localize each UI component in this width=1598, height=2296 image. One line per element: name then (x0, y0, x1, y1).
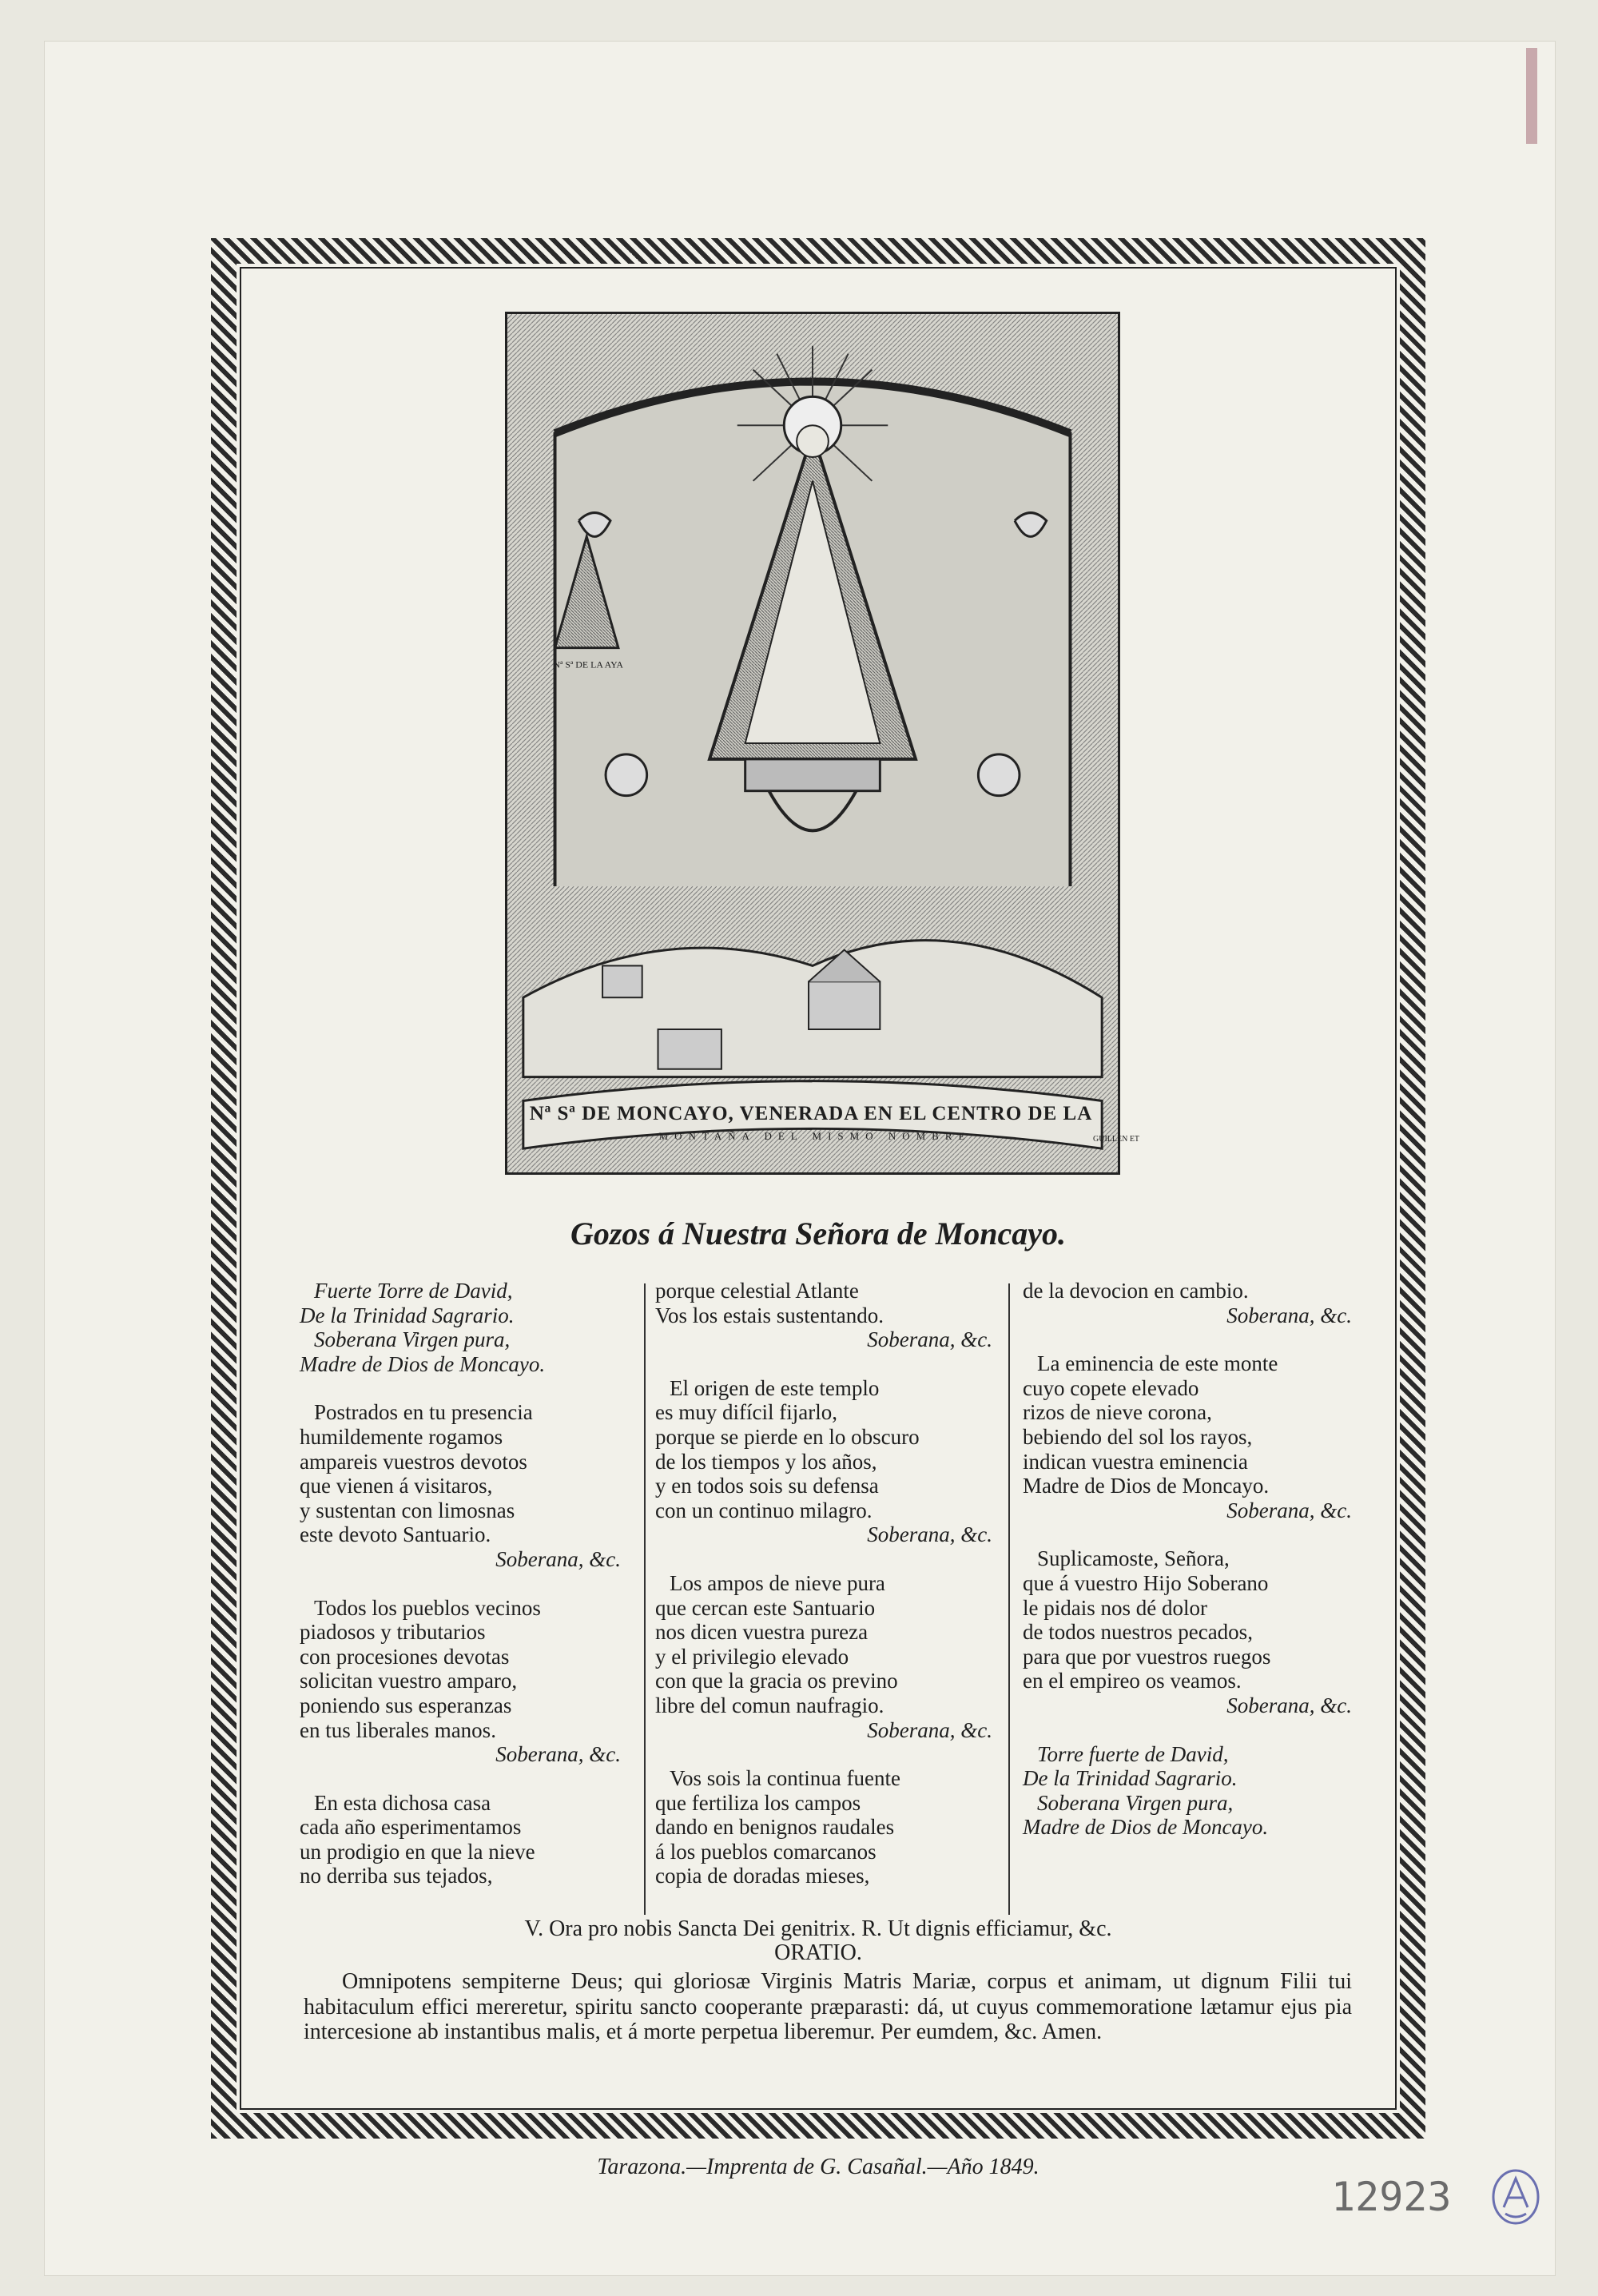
angel-right (978, 754, 1020, 796)
verse-line: y sustentan con limosnas (300, 1498, 515, 1522)
verse-column-1 (300, 1279, 635, 1888)
verse-line: La eminencia de este monte (1037, 1351, 1278, 1376)
verse-line: Soberana, &c. (867, 1522, 992, 1547)
virgin-engraving (505, 312, 1120, 1175)
verse-line: porque se pierde en lo obscuro (655, 1424, 920, 1449)
verse-line: Madre de Dios de Moncayo. (1023, 1474, 1270, 1498)
verse-line: humildemente rogamos (300, 1424, 503, 1449)
verse-line: y en todos sois su defensa (655, 1474, 879, 1498)
verse-line: Soberana Virgen pura, (1037, 1790, 1234, 1815)
verse-line: Los ampos de nieve pura (670, 1570, 885, 1595)
verse-line: bebiendo del sol los rayos, (1023, 1424, 1253, 1449)
versicle: V. Ora pro nobis Sancta Dei genitrix. R. Ut dignis efficiamur, &c. (524, 1916, 1112, 1941)
paper-tab (1526, 48, 1537, 144)
verse-line: un prodigio en que la nieve (300, 1839, 535, 1864)
verse-line: con un continuo milagro. (655, 1498, 873, 1522)
verse-line: Soberana, &c. (1226, 1693, 1352, 1717)
verse-line: y el privilegio elevado (655, 1644, 849, 1669)
verse-line: Soberana Virgen pura, (314, 1327, 511, 1352)
verse-line: Soberana, &c. (495, 1742, 621, 1767)
angel-left (606, 754, 647, 796)
verse-line: Torre fuerte de David, (1037, 1741, 1229, 1766)
side-label: Nª Sª DE LA AYA (553, 659, 623, 670)
oratio-heading: ORATIO. (774, 1940, 862, 1965)
verse-line: Madre de Dios de Moncayo. (1023, 1815, 1269, 1840)
verse-line: de todos nuestros pecados, (1023, 1620, 1253, 1645)
verse-line: poniendo sus esperanzas (300, 1693, 512, 1717)
imprint-line: Tarazona.—Imprenta de G. Casañal.—Año 1849. (597, 2155, 1039, 2179)
verse-line: para que por vuestros ruegos (1023, 1644, 1271, 1669)
page-title: Gozos á Nuestra Señora de Moncayo. (570, 1216, 1067, 1251)
column-rule (644, 1283, 646, 1915)
verse-line: El origen de este templo (670, 1375, 880, 1400)
verse-line: de la devocion en cambio. (1023, 1279, 1249, 1303)
verse-line: ampareis vuestros devotos (300, 1449, 527, 1474)
verse-line: Fuerte Torre de David, (314, 1279, 513, 1303)
engraving-sub-caption: MONTAÑA DEL MISMO NOMBRE (658, 1130, 972, 1142)
verse-line: Suplicamoste, Señora, (1037, 1546, 1230, 1571)
verse-line: indican vuestra eminencia (1023, 1449, 1248, 1474)
verse-line: Vos sois la continua fuente (670, 1766, 900, 1791)
verse-line: De la Trinidad Sagrario. (300, 1303, 515, 1327)
verse-line: rizos de nieve corona, (1023, 1400, 1212, 1425)
verse-column-2 (655, 1279, 1007, 1888)
engraving-art (507, 314, 1118, 1172)
engraving-caption: Nª Sª DE MONCAYO, VENERADA EN EL CENTRO DE LA (529, 1103, 1093, 1124)
verse-line: libre del comun naufragio. (655, 1693, 884, 1717)
verse-line: en el empireo os veamos. (1023, 1669, 1242, 1693)
verse-line: á los pueblos comarcanos (655, 1839, 877, 1864)
verse-line: cuyo copete elevado (1023, 1375, 1199, 1400)
verse-line: Soberana, &c. (867, 1717, 992, 1742)
library-stamp-icon (1488, 2167, 1544, 2226)
verse-line: Soberana, &c. (1226, 1498, 1352, 1522)
engraver-signature: GUILLEN ET (1093, 1135, 1140, 1144)
verse-line: le pidais nos dé dolor (1023, 1595, 1207, 1620)
verse-line: nos dicen vuestra pureza (655, 1620, 869, 1645)
verse-line: dando en benignos raudales (655, 1815, 895, 1840)
verse-line: porque celestial Atlante (655, 1279, 859, 1303)
verse-line: En esta dichosa casa (314, 1790, 491, 1815)
verse-line: cada año esperimentamos (300, 1815, 522, 1840)
verse-line: Todos los pueblos vecinos (314, 1595, 541, 1620)
inventory-number: 12923 (1331, 2174, 1452, 2220)
verse-column-3 (1023, 1279, 1366, 1840)
verse-line: que cercan este Santuario (655, 1595, 876, 1620)
verse-line: en tus liberales manos. (300, 1717, 496, 1742)
oratio-text: Omnipotens sempiterne Deus; qui gloriosæ Virginis Matris Mariæ, corpus et animam, ut dignum Filii tui habitaculum effici mereretur, spiritu sancto cooperante præparasti: dá, ut cuyus commemoratione lætamur ejus pia intercesione ab instantibus malis, et á morte perpetua liberemur. Per eumdem, &c. Amen. (304, 1969, 1352, 2044)
verse-line: copia de doradas mieses, (655, 1864, 870, 1888)
verse-line: que fertiliza los campos (655, 1790, 861, 1815)
verse-line: Madre de Dios de Moncayo. (300, 1351, 546, 1376)
column-rule (1008, 1283, 1010, 1915)
verse-line: Vos los estais sustentando. (655, 1303, 884, 1327)
verse-line: que á vuestro Hijo Soberano (1023, 1570, 1269, 1595)
verse-line: con procesiones devotas (300, 1644, 510, 1669)
verse-line: este devoto Santuario. (300, 1522, 491, 1547)
verse-line: Soberana, &c. (495, 1546, 621, 1571)
verse-line: no derriba sus tejados, (300, 1864, 493, 1888)
verse-line: con que la gracia os previno (655, 1669, 898, 1693)
verse-line: de los tiempos y los años, (655, 1449, 877, 1474)
verse-line: solicitan vuestro amparo, (300, 1669, 518, 1693)
sanctuary-building (809, 981, 880, 1029)
verse-line: Soberana, &c. (867, 1327, 992, 1352)
verse-line: que vienen á visitaros, (300, 1474, 493, 1498)
verse-line: Postrados en tu presencia (314, 1400, 533, 1425)
verse-line: Soberana, &c. (1226, 1303, 1352, 1327)
verse-line: De la Trinidad Sagrario. (1023, 1766, 1238, 1791)
verse-line: es muy difícil fijarlo, (655, 1400, 837, 1425)
verse-line: piadosos y tributarios (300, 1620, 486, 1645)
